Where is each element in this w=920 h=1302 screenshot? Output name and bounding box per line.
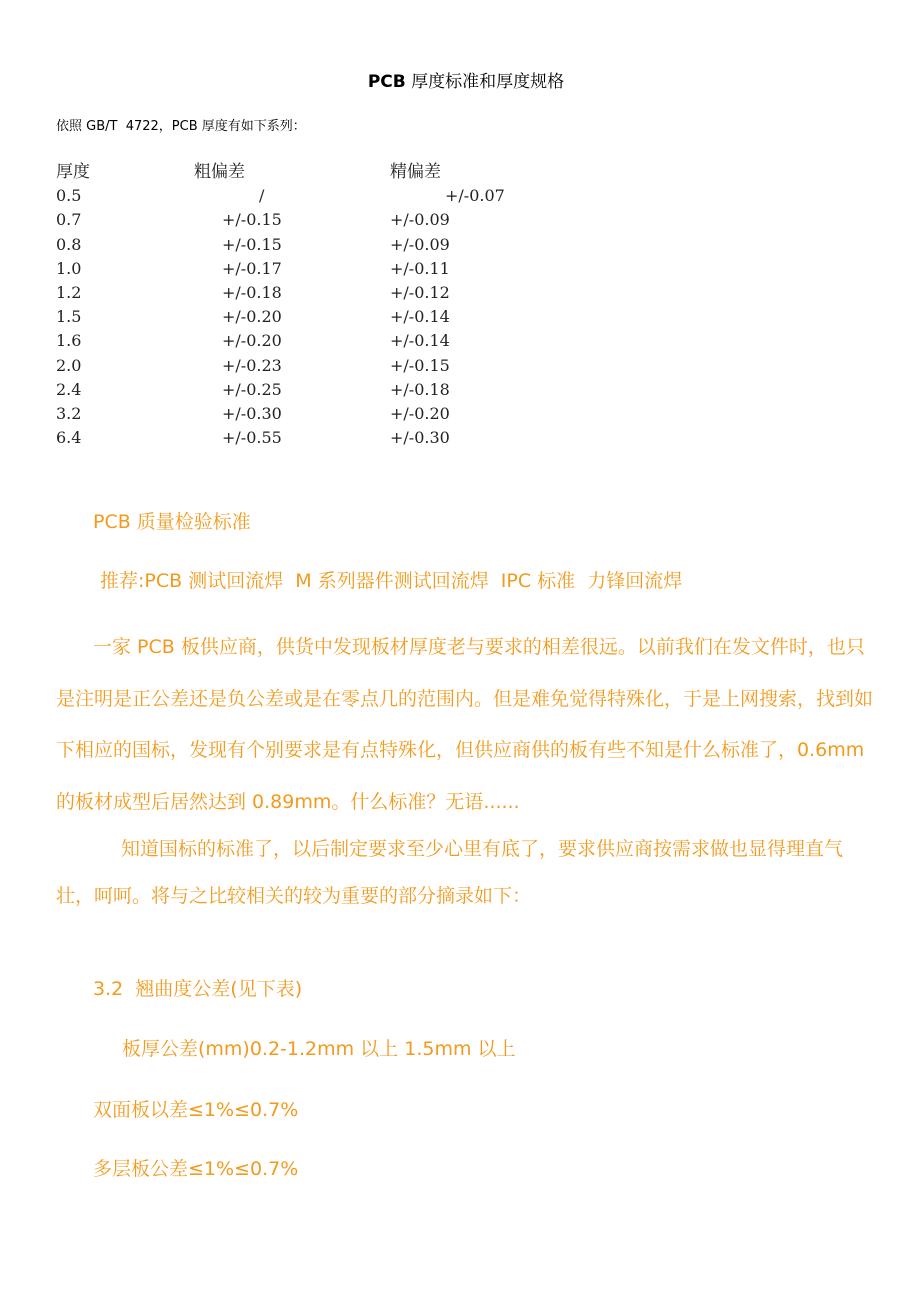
cell-coarse: +/-0.55 — [222, 428, 282, 448]
table-row — [56, 354, 616, 378]
title-bold: PCB — [367, 72, 406, 92]
thickness-table — [56, 160, 616, 450]
header-thickness: 厚度 — [56, 162, 90, 182]
page-title — [0, 70, 920, 94]
cell-coarse: +/-0.20 — [222, 307, 282, 327]
cell-fine: +/-0.11 — [390, 258, 450, 278]
cell-coarse: +/-0.15 — [222, 234, 282, 254]
paragraph-supplier: 一家 PCB 板供应商，供货中发现板材厚度老与要求的相差很远。以前我们在发文件时，也只是注明是正公差还是负公差或是在零点几的范围内。但是难免觉得特殊化，于是上网搜索，找到如下相应的国标，发现有个别要求是有点特殊化，但供应商供的板有些不知是什么标准了，0.6mm 的板材成型后居然达到 0.89mm。什么标准？无语...... — [56, 636, 874, 813]
cell-fine: +/-0.14 — [390, 331, 450, 351]
table-row — [56, 233, 616, 257]
table-row — [56, 281, 616, 305]
intro-text: 依照 GB/T 4722，PCB 厚度有如下系列： — [56, 119, 306, 134]
cell-thickness: 2.4 — [56, 379, 82, 399]
cell-fine: +/-0.15 — [390, 355, 450, 375]
cell-coarse: / — [259, 186, 265, 206]
cell-fine: +/-0.09 — [390, 234, 450, 254]
table-row — [56, 305, 616, 329]
cell-thickness: 3.2 — [56, 403, 82, 423]
cell-fine: +/-0.30 — [390, 428, 450, 448]
table-row — [56, 402, 616, 426]
title-rest: 厚度标准和厚度规格 — [405, 72, 565, 92]
cell-thickness: 1.6 — [56, 331, 82, 351]
cell-fine: +/-0.07 — [445, 186, 505, 206]
section-3-2-heading: 3.2 翘曲度公差(见下表) — [93, 978, 303, 1000]
cell-thickness: 6.4 — [56, 428, 82, 448]
cell-coarse: +/-0.15 — [222, 210, 282, 230]
cell-thickness: 2.0 — [56, 355, 82, 375]
table-body — [56, 184, 616, 450]
cell-coarse: +/-0.17 — [222, 258, 282, 278]
cell-coarse: +/-0.23 — [222, 355, 282, 375]
table-row — [56, 329, 616, 353]
multilayer-tolerance: 多层板公差≤1%≤0.7% — [93, 1158, 299, 1180]
tolerance-header: 板厚公差(mm)0.2-1.2mm 以上 1.5mm 以上 — [122, 1038, 516, 1060]
cell-fine: +/-0.12 — [390, 282, 450, 302]
paragraph-standard: 知道国标的标准了，以后制定要求至少心里有底了，要求供应商按需求做也显得理直气壮，呵呵。将与之比较相关的较为重要的部分摘录如下： — [56, 838, 844, 907]
double-sided-tolerance: 双面板以差≤1%≤0.7% — [93, 1099, 299, 1121]
cell-coarse: +/-0.20 — [222, 331, 282, 351]
quality-heading: PCB 质量检验标准 — [93, 511, 251, 533]
cell-fine: +/-0.20 — [390, 403, 450, 423]
cell-coarse: +/-0.25 — [222, 379, 282, 399]
cell-thickness: 0.5 — [56, 186, 82, 206]
cell-fine: +/-0.18 — [390, 379, 450, 399]
cell-fine: +/-0.09 — [390, 210, 450, 230]
cell-thickness: 1.5 — [56, 307, 82, 327]
table-row — [56, 257, 616, 281]
table-row — [56, 378, 616, 402]
header-fine: 精偏差 — [390, 162, 441, 182]
cell-thickness: 1.0 — [56, 258, 82, 278]
table-row — [56, 208, 616, 232]
table-row — [56, 426, 616, 450]
table-header — [56, 160, 616, 184]
recommend-line: 推荐:PCB 测试回流焊 M 系列器件测试回流焊 IPC 标准 力锋回流焊 — [100, 570, 683, 592]
cell-coarse: +/-0.18 — [222, 282, 282, 302]
cell-coarse: +/-0.30 — [222, 403, 282, 423]
cell-thickness: 1.2 — [56, 282, 82, 302]
table-row — [56, 184, 616, 208]
cell-thickness: 0.7 — [56, 210, 82, 230]
header-coarse: 粗偏差 — [194, 162, 245, 182]
cell-thickness: 0.8 — [56, 234, 82, 254]
cell-fine: +/-0.14 — [390, 307, 450, 327]
